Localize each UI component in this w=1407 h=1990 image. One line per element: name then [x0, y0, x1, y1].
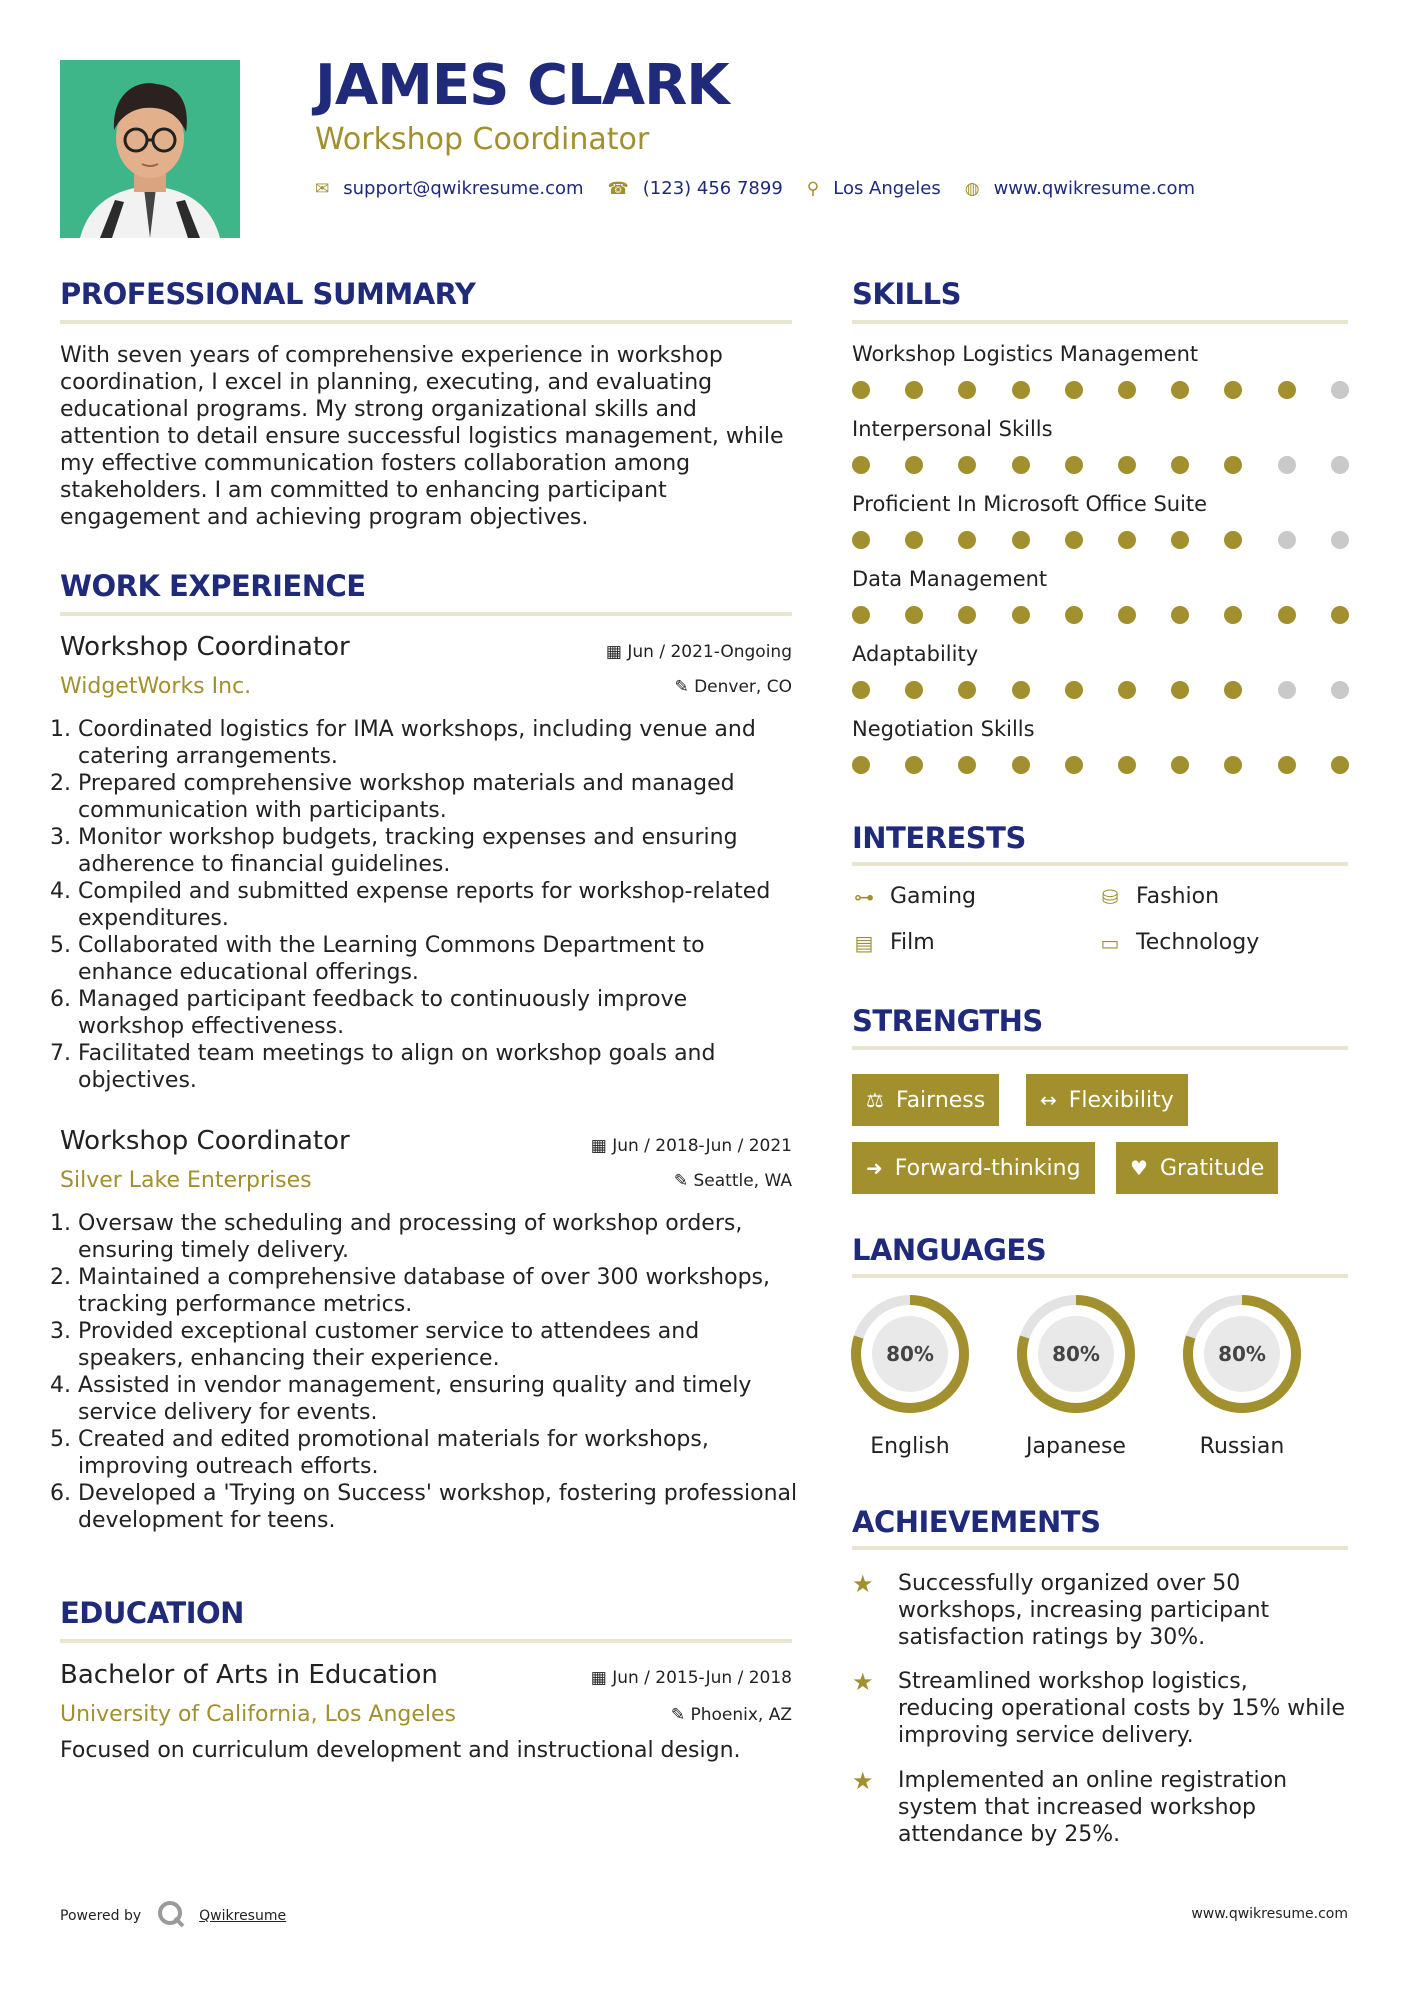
- section-divider: [852, 320, 1348, 324]
- job-company: WidgetWorks Inc.: [60, 674, 252, 699]
- skill-dot: [1118, 756, 1136, 774]
- school-name: University of California, Los Angeles: [60, 1702, 457, 1727]
- skill-dot: [1065, 456, 1083, 474]
- language-item: [1014, 1292, 1138, 1459]
- skill-dot: [1065, 756, 1083, 774]
- achievement-item: ★ Streamlined workshop logistics, reducing operational costs by 15% while improving service delivery.: [852, 1668, 1345, 1748]
- skill-name: Adaptability: [852, 642, 979, 666]
- list-item: 5. Created and edited promotional materials for workshops, improving outreach efforts.: [78, 1426, 798, 1480]
- skill-dot: [1331, 681, 1349, 699]
- skill-dot: [852, 756, 870, 774]
- language-percent: 80%: [1218, 1342, 1266, 1366]
- envelope-icon: ✉: [315, 178, 330, 199]
- job-responsibilities: [58, 1210, 798, 1534]
- skill-dot: [852, 456, 870, 474]
- skill-name: Data Management: [852, 567, 1048, 591]
- list-item: 5. Collaborated with the Learning Commons Department to enhance educational offerings.: [78, 932, 798, 986]
- list-item: 7. Facilitated team meetings to align on workshop goals and objectives.: [78, 1040, 798, 1094]
- globe-icon: ◍: [964, 178, 980, 199]
- skill-dot: [852, 681, 870, 699]
- skill-rating: [852, 681, 1348, 701]
- degree-title: Bachelor of Arts in Education: [60, 1660, 438, 1690]
- skill-name: Interpersonal Skills: [852, 417, 1053, 441]
- pushpin-icon: ✎: [674, 677, 695, 697]
- skill-dot: [1171, 756, 1189, 774]
- achievement-item: ★ Implemented an online registration system that increased workshop attendance by 25%.: [852, 1767, 1288, 1847]
- pushpin-icon: ✎: [673, 1171, 694, 1191]
- skill-dot: [958, 681, 976, 699]
- achievement-item: ★ Successfully organized over 50 workshops, increasing participant satisfaction ratings by 30%.: [852, 1570, 1270, 1650]
- language-progress-ring: [1014, 1292, 1138, 1416]
- skill-dot: [1012, 681, 1030, 699]
- gamepad-icon: ⊶: [854, 884, 874, 909]
- skill-dot: [1278, 456, 1296, 474]
- languages-heading: LANGUAGES: [852, 1233, 1047, 1267]
- skill-dot: [1012, 531, 1030, 549]
- calendar-icon: ▦: [590, 1136, 613, 1156]
- calendar-icon: ▦: [590, 1668, 613, 1688]
- skill-dot: [905, 531, 923, 549]
- skills-heading: SKILLS: [852, 277, 961, 311]
- skill-dot: [1065, 531, 1083, 549]
- pushpin-icon: ✎: [670, 1705, 691, 1725]
- map-pin-icon: ⚲: [806, 178, 820, 199]
- skill-dot: [1118, 381, 1136, 399]
- phone-icon: ☎: [607, 178, 629, 199]
- skill-dot: [1278, 681, 1296, 699]
- skill-name: Workshop Logistics Management: [852, 342, 1199, 366]
- section-divider: [852, 1274, 1348, 1278]
- job-location: ✎ Seattle, WA: [673, 1171, 792, 1191]
- interest-fashion: ⛁ Fashion: [1098, 884, 1219, 909]
- skill-dot: [1224, 531, 1242, 549]
- skill-dot: [905, 681, 923, 699]
- skill-dot: [905, 381, 923, 399]
- skill-dot: [1224, 756, 1242, 774]
- skill-dot: [1118, 456, 1136, 474]
- list-item: 4. Compiled and submitted expense reports for workshop-related expenditures.: [78, 878, 798, 932]
- contact-website[interactable]: www.qwikresume.com: [993, 178, 1196, 199]
- skill-dot: [905, 756, 923, 774]
- skill-dot: [1065, 681, 1083, 699]
- job-title: Workshop Coordinator: [60, 632, 350, 662]
- skill-dot: [1171, 531, 1189, 549]
- footer-powered-by: Powered by Qwikresume: [60, 1900, 286, 1932]
- list-item: 2. Prepared comprehensive workshop materials and managed communication with participants.: [78, 770, 798, 824]
- skill-rating: [852, 456, 1348, 476]
- skill-dot: [1278, 606, 1296, 624]
- section-divider: [60, 320, 792, 324]
- skill-dot: [1331, 531, 1349, 549]
- skill-dot: [1118, 681, 1136, 699]
- contact-email[interactable]: support@qwikresume.com: [343, 178, 584, 199]
- skill-dot: [1331, 381, 1349, 399]
- interest-technology: ▭ Technology: [1098, 930, 1259, 955]
- skill-dot: [958, 756, 976, 774]
- summary-text: With seven years of comprehensive experience in workshop coordination, I excel in planning, executing, and evaluating educational programs. My strong organizational skills and attention to detail ensure successful logistics management, while my effective communication fosters collaboration among stakeholders. I am committed to enhancing participant engagement and achieving program objectives.: [60, 343, 784, 530]
- skill-dot: [1012, 606, 1030, 624]
- shopping-bag-icon: ⛁: [1101, 884, 1119, 909]
- arrows-horizontal-icon: ↔: [1040, 1088, 1057, 1112]
- skill-dot: [1012, 456, 1030, 474]
- candidate-role: Workshop Coordinator: [315, 122, 650, 157]
- job-location: ✎ Denver, CO: [674, 677, 792, 697]
- language-percent: 80%: [886, 1342, 934, 1366]
- film-icon: ▤: [854, 930, 874, 955]
- interest-film: ▤ Film: [852, 930, 935, 955]
- section-divider: [852, 862, 1348, 866]
- skill-dot: [1278, 756, 1296, 774]
- calendar-icon: ▦: [605, 642, 628, 662]
- summary-heading: PROFESSIONAL SUMMARY: [60, 277, 476, 311]
- job-date: ▦ Jun / 2018-Jun / 2021: [590, 1136, 792, 1156]
- skill-dot: [852, 531, 870, 549]
- skill-dot: [905, 606, 923, 624]
- list-item: 6. Managed participant feedback to continuously improve workshop effectiveness.: [78, 986, 798, 1040]
- laptop-icon: ▭: [1100, 930, 1120, 955]
- profile-photo: [60, 60, 240, 238]
- list-item: 3. Monitor workshop budgets, tracking expenses and ensuring adherence to financial guidelines.: [78, 824, 798, 878]
- skill-dot: [1118, 606, 1136, 624]
- education-date: ▦ Jun / 2015-Jun / 2018: [590, 1668, 792, 1688]
- section-divider: [60, 612, 792, 616]
- job-responsibilities: [58, 716, 798, 1094]
- language-name: English: [870, 1434, 950, 1459]
- interests-heading: INTERESTS: [852, 821, 1026, 855]
- language-progress-ring: [1180, 1292, 1304, 1416]
- skill-dot: [1278, 381, 1296, 399]
- skill-name: Proficient In Microsoft Office Suite: [852, 492, 1208, 516]
- skill-dot: [1065, 381, 1083, 399]
- contact-bar: [315, 178, 1219, 199]
- strength-badge: ↔ Flexibility: [1026, 1074, 1188, 1126]
- strengths-heading: STRENGTHS: [852, 1004, 1043, 1038]
- list-item: 4. Assisted in vendor management, ensuring quality and timely service delivery for events.: [78, 1372, 798, 1426]
- skill-dot: [1224, 681, 1242, 699]
- skill-rating: [852, 756, 1348, 776]
- star-icon: ★: [852, 1668, 874, 1696]
- language-name: Russian: [1199, 1434, 1285, 1459]
- skill-dot: [852, 606, 870, 624]
- list-item: 2. Maintained a comprehensive database of over 300 workshops, tracking performance metrics.: [78, 1264, 798, 1318]
- language-percent: 80%: [1052, 1342, 1100, 1366]
- job-title: Workshop Coordinator: [60, 1126, 350, 1156]
- education-location: ✎ Phoenix, AZ: [670, 1705, 792, 1725]
- skill-dot: [1331, 456, 1349, 474]
- skill-rating: [852, 381, 1348, 401]
- list-item: 3. Provided exceptional customer service to attendees and speakers, enhancing their experience.: [78, 1318, 798, 1372]
- list-item: 6. Developed a 'Trying on Success' workshop, fostering professional development for teens.: [78, 1480, 798, 1534]
- balance-scale-icon: ⚖: [866, 1088, 884, 1112]
- language-progress-ring: [848, 1292, 972, 1416]
- arrow-right-icon: ➜: [866, 1156, 883, 1180]
- education-heading: EDUCATION: [60, 1596, 244, 1630]
- strength-badge: ➜ Forward-thinking: [852, 1142, 1095, 1194]
- star-icon: ★: [852, 1570, 874, 1598]
- education-description: Focused on curriculum development and instructional design.: [60, 1738, 741, 1763]
- interest-gaming: ⊶ Gaming: [854, 884, 976, 909]
- skill-dot: [1331, 756, 1349, 774]
- section-divider: [852, 1546, 1348, 1550]
- strength-badge: ⚖ Fairness: [852, 1074, 999, 1126]
- contact-phone[interactable]: (123) 456 7899: [642, 178, 783, 199]
- skill-rating: [852, 606, 1348, 626]
- skill-dot: [958, 531, 976, 549]
- section-divider: [852, 1046, 1348, 1050]
- skill-dot: [1065, 606, 1083, 624]
- language-item: [848, 1292, 972, 1459]
- section-divider: [60, 1639, 792, 1643]
- skill-dot: [958, 456, 976, 474]
- skill-dot: [958, 381, 976, 399]
- job-company: Silver Lake Enterprises: [60, 1168, 312, 1193]
- contact-location: Los Angeles: [833, 178, 941, 199]
- skill-rating: [852, 531, 1348, 551]
- list-item: 1. Coordinated logistics for IMA workshops, including venue and catering arrangements.: [78, 716, 798, 770]
- skill-dot: [958, 606, 976, 624]
- language-item: [1180, 1292, 1304, 1459]
- skill-dot: [1012, 381, 1030, 399]
- skill-dot: [1171, 606, 1189, 624]
- skill-dot: [1224, 381, 1242, 399]
- job-date: ▦ Jun / 2021-Ongoing: [605, 642, 792, 662]
- experience-heading: WORK EXPERIENCE: [60, 569, 366, 603]
- qwikresume-logo-icon: [157, 1900, 185, 1932]
- strength-badge: ♥ Gratitude: [1116, 1142, 1278, 1194]
- skill-dot: [1171, 681, 1189, 699]
- candidate-name: JAMES CLARK: [315, 53, 729, 118]
- skill-dot: [852, 381, 870, 399]
- skill-name: Negotiation Skills: [852, 717, 1035, 741]
- achievements-heading: ACHIEVEMENTS: [852, 1505, 1101, 1539]
- skill-dot: [1278, 531, 1296, 549]
- list-item: 1. Oversaw the scheduling and processing of workshop orders, ensuring timely delivery.: [78, 1210, 798, 1264]
- footer-website[interactable]: www.qwikresume.com: [1191, 1906, 1348, 1922]
- skill-dot: [905, 456, 923, 474]
- skill-dot: [1224, 456, 1242, 474]
- skill-dot: [1012, 756, 1030, 774]
- heart-icon: ♥: [1130, 1156, 1148, 1180]
- qwikresume-link[interactable]: Qwikresume: [199, 1908, 287, 1924]
- star-icon: ★: [852, 1767, 874, 1795]
- language-name: Japanese: [1026, 1434, 1126, 1459]
- skill-dot: [1118, 531, 1136, 549]
- skill-dot: [1171, 381, 1189, 399]
- skill-dot: [1171, 456, 1189, 474]
- skill-dot: [1331, 606, 1349, 624]
- skill-dot: [1224, 606, 1242, 624]
